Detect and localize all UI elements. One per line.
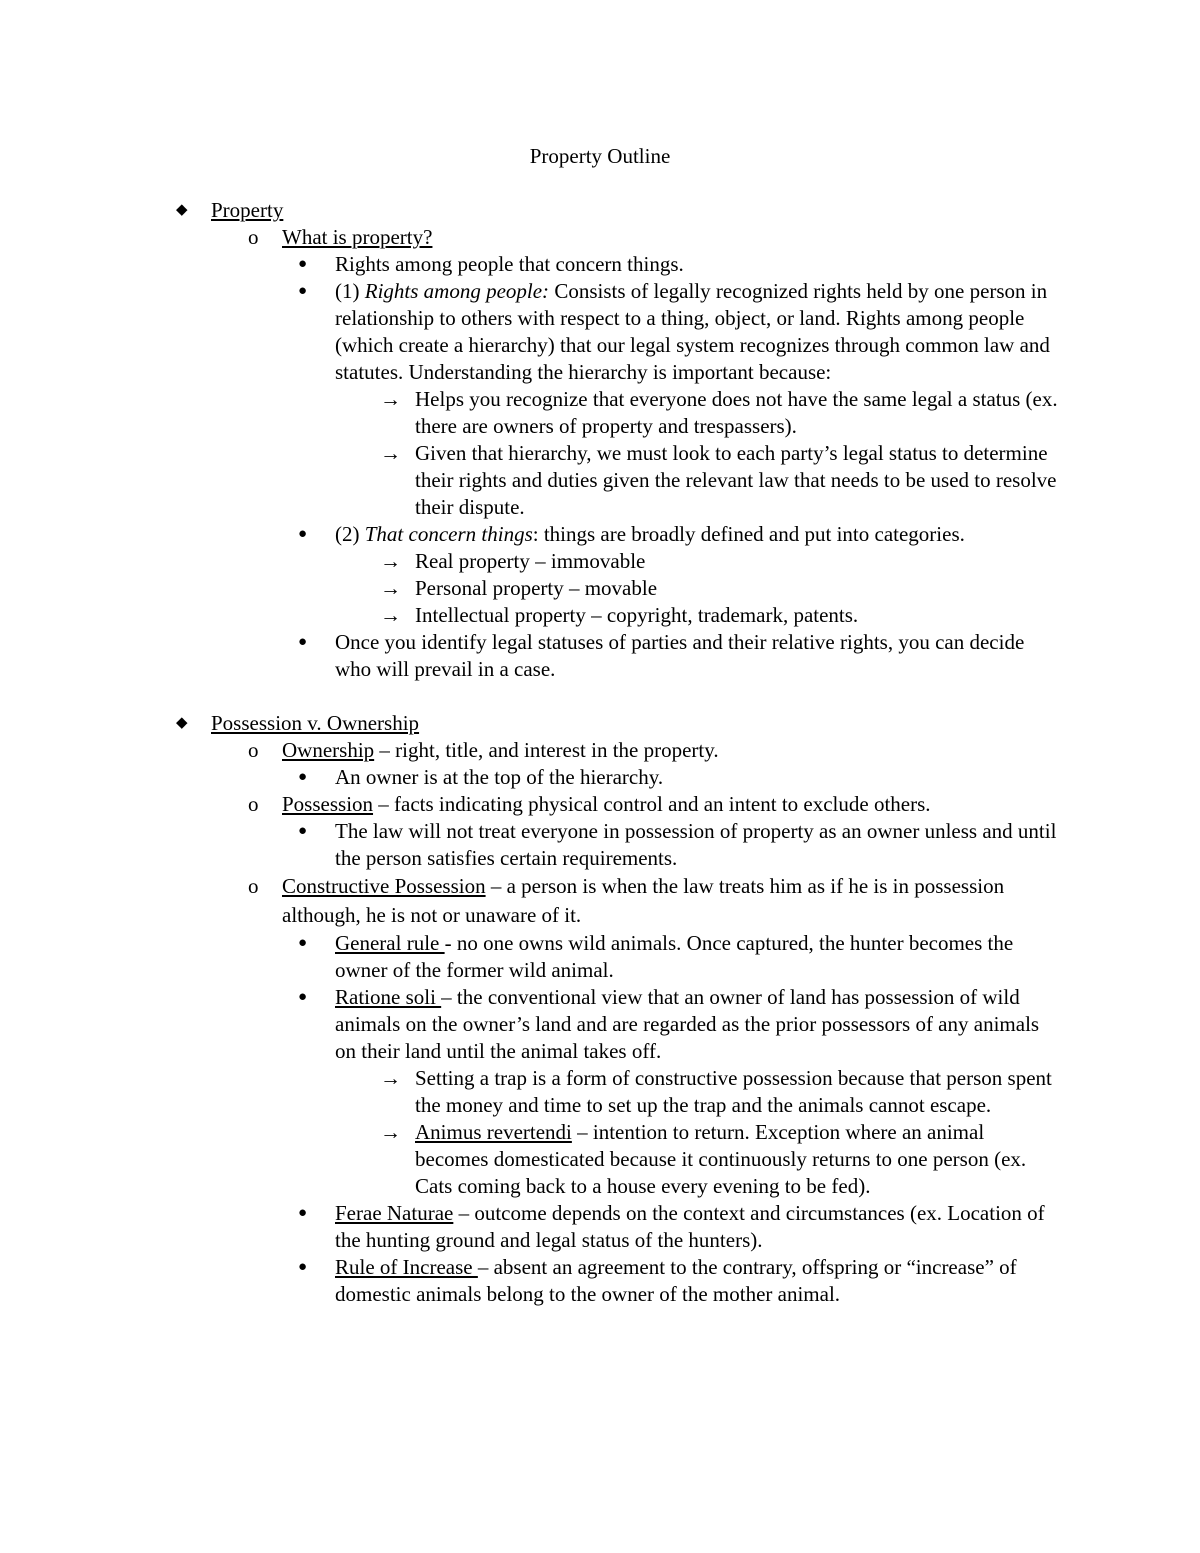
circle-bullet-icon: o: [248, 225, 259, 249]
round-bullet-icon: ●: [298, 935, 308, 951]
arrow-bullet-icon: →: [380, 387, 401, 411]
round-bullet-icon: ●: [298, 283, 308, 299]
round-bullet-icon: ●: [298, 989, 308, 1005]
round-bullet-icon: ●: [298, 1259, 308, 1275]
arrow-bullet-icon: →: [380, 441, 401, 465]
outline: [0, 197, 1200, 1308]
list-item: ● Ferae Naturae – outcome depends on the context and circumstances (ex. Location of the hunting ground and legal status of the hunters).: [298, 1201, 1045, 1252]
section-heading-property: ◆ Property: [176, 198, 284, 222]
list-item: ● (1) Rights among people: Consists of legally recognized rights held by one person in relationship to others with respect to a thing, object, or land. Rights among people (which create a hierarchy) that our legal system recognizes through common law and statutes. Understanding the hierarchy is important because:: [298, 279, 1050, 384]
list-item: o Possession – facts indicating physical control and an intent to exclude others.: [248, 792, 931, 816]
circle-bullet-icon: o: [248, 874, 259, 898]
diamond-bullet-icon: ◆: [176, 202, 188, 218]
list-item: ● The law will not treat everyone in possession of property as an owner unless and until the person satisfies certain requirements.: [298, 819, 1057, 870]
arrow-bullet-icon: →: [380, 603, 401, 627]
arrow-bullet-icon: →: [380, 576, 401, 600]
arrow-bullet-icon: →: [380, 549, 401, 573]
arrow-bullet-icon: →: [380, 1120, 401, 1144]
round-bullet-icon: ●: [298, 769, 308, 785]
section-heading-possession-ownership: ◆ Possession v. Ownership: [176, 711, 420, 735]
round-bullet-icon: ●: [298, 823, 308, 839]
list-item: → Real property – immovable: [380, 549, 646, 573]
round-bullet-icon: ●: [298, 256, 308, 272]
list-item: → Setting a trap is a form of constructive possession because that person spent the money and time to set up the trap and the animals cannot escape.: [380, 1066, 1052, 1117]
circle-bullet-icon: o: [248, 738, 259, 762]
page-title: Property Outline: [529, 144, 671, 168]
list-item: ● Ratione soli – the conventional view that an owner of land has possession of wild animals on the owner’s land and are regarded as the prior possessors of any animals on their land until the animal takes off.: [298, 985, 1040, 1063]
round-bullet-icon: ●: [298, 634, 308, 650]
list-item: → Intellectual property – copyright, trademark, patents.: [380, 603, 859, 627]
list-item: o What is property?: [248, 225, 433, 249]
round-bullet-icon: ●: [298, 526, 308, 542]
list-item: o Constructive Possession – a person is when the law treats him as if he is in possession although, he is not or unaware of it.: [248, 874, 1005, 927]
list-item: → Given that hierarchy, we must look to each party’s legal status to determine their rights and duties given the relevant law that needs to be used to resolve their dispute.: [380, 441, 1057, 519]
arrow-bullet-icon: →: [380, 1066, 401, 1090]
list-item: ● Rights among people that concern things.: [298, 252, 684, 276]
round-bullet-icon: ●: [298, 1205, 308, 1221]
list-item: → Personal property – movable: [380, 576, 658, 600]
list-item: ● (2) That concern things: things are broadly defined and put into categories.: [298, 522, 965, 546]
list-item: → Helps you recognize that everyone does not have the same legal a status (ex. there are owners of property and trespassers).: [380, 387, 1058, 438]
list-item: → Animus revertendi – intention to return. Exception where an animal becomes domesticated because it continuously returns to one person (ex. Cats coming back to a house every evening to be fed).: [380, 1120, 1027, 1198]
list-item: ● Once you identify legal statuses of parties and their relative rights, you can decide who will prevail in a case.: [298, 630, 1025, 681]
list-item: ● Rule of Increase – absent an agreement to the contrary, offspring or “increase” of domestic animals belong to the owner of the mother animal.: [298, 1255, 1017, 1306]
list-item: ● General rule - no one owns wild animals. Once captured, the hunter becomes the owner of the former wild animal.: [298, 931, 1014, 982]
circle-bullet-icon: o: [248, 792, 259, 816]
list-item: ● An owner is at the top of the hierarchy.: [298, 765, 664, 789]
diamond-bullet-icon: ◆: [176, 715, 188, 731]
list-item: o Ownership – right, title, and interest in the property.: [248, 738, 719, 762]
